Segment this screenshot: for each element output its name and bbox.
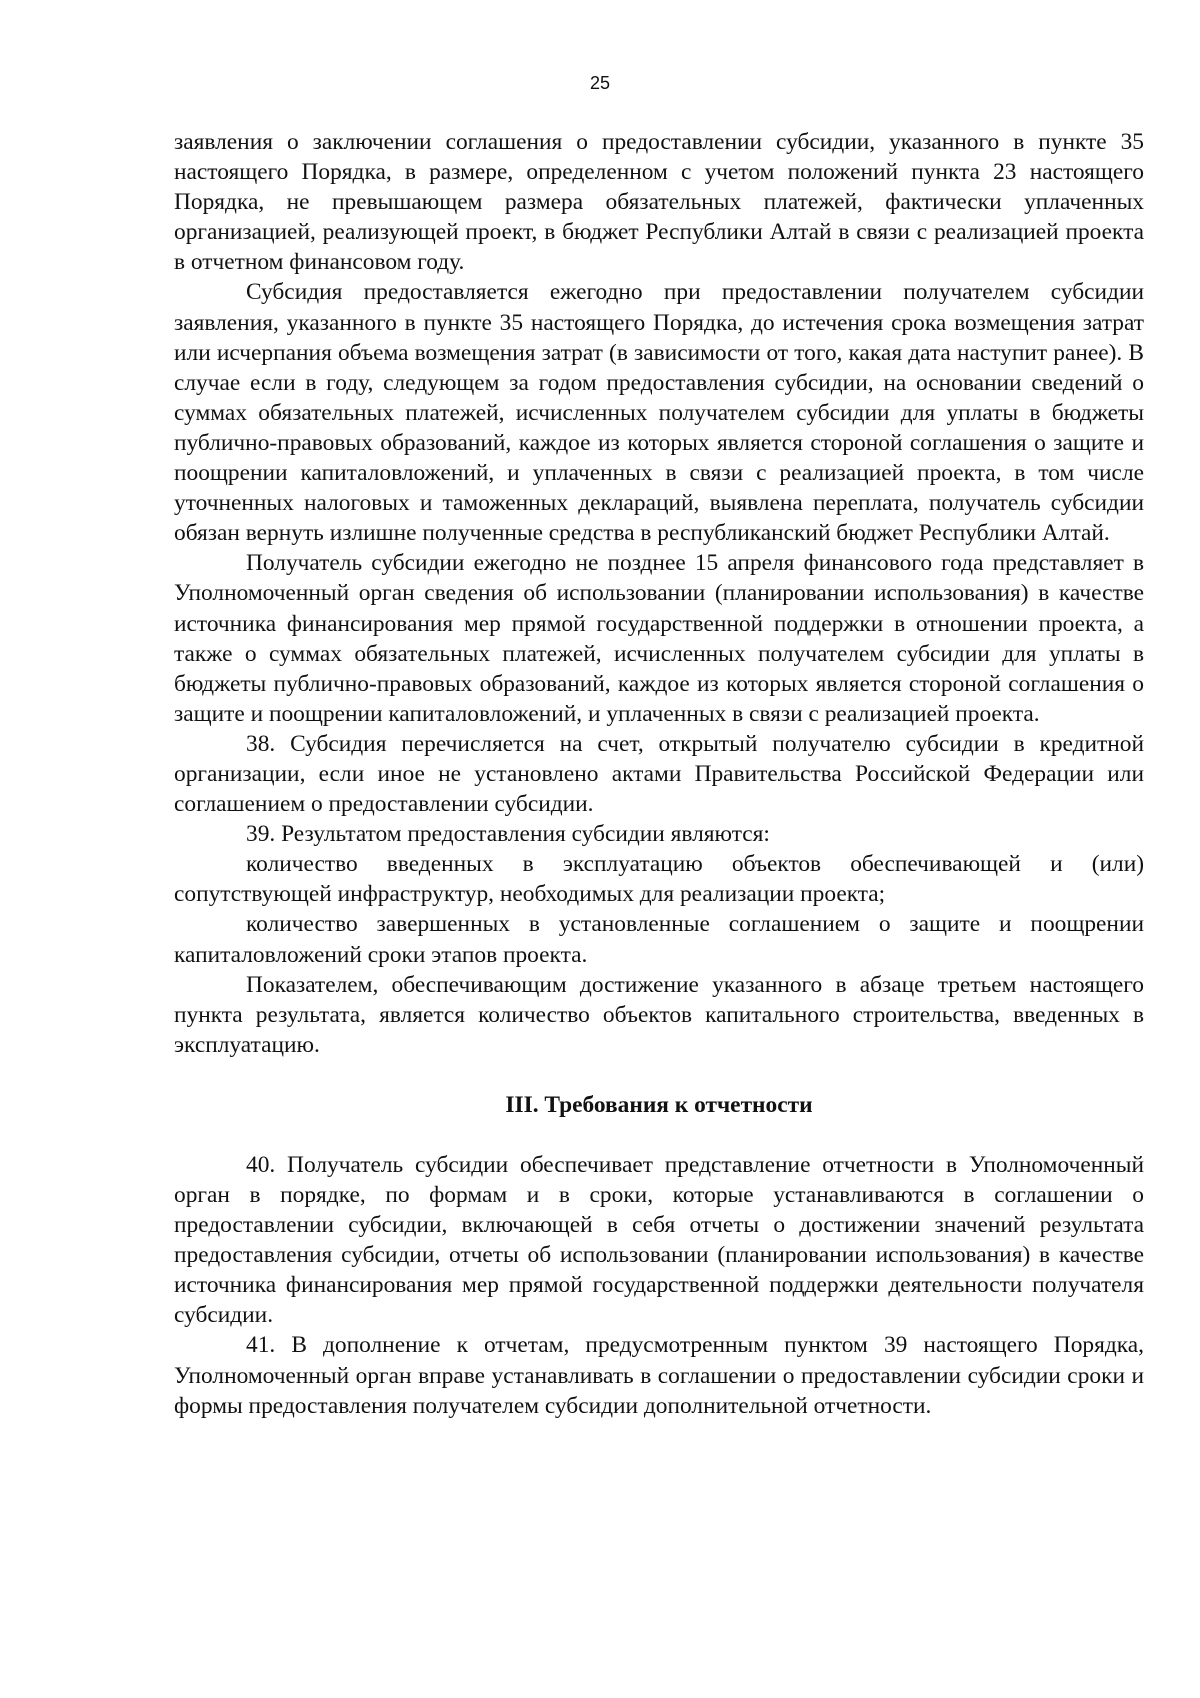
- paragraph-item-41: 41. В дополнение к отчетам, предусмотренным пунктом 39 настоящего Порядка, Уполномоченный орган вправе устанавливать в соглашении о предоставлении субсидии сроки и формы предоставления получателем субсидии дополнительной отчетности.: [174, 1332, 1144, 1419]
- paragraph-continuation: заявления о заключении соглашения о предоставлении субсидии, указанного в пункте 35 настоящего Порядка, в размере, определенном с учетом положений пункта 23 настоящего Порядка, не превышающем размера обязательных платежей, фактически уплаченных организацией, реализующей проект, в бюджет Республики Алтай в связи с реализацией проекта в отчетном финансовом году.: [174, 129, 1144, 276]
- paragraph-item-40: 40. Получатель субсидии обеспечивает представление отчетности в Уполномоченный орган в порядке, по формам и в сроки, которые устанавливаются в соглашении о предоставлении субсидии, включающей в себя отчеты о достижении значений результата предоставления субсидии, отчеты об использовании (планировании использования) в качестве источника финансирования мер прямой государственной поддержки деятельности получателя субсидии.: [174, 1151, 1144, 1329]
- paragraph-item-38: 38. Субсидия перечисляется на счет, открытый получателю субсидии в кредитной организации, если иное не установлено актами Правительства Российской Федерации или соглашением о предоставлении субсидии.: [174, 730, 1144, 818]
- paragraph-result-stages: количество завершенных в установленные соглашением о защите и поощрении капиталовложений сроки этапов проекта.: [174, 911, 1144, 968]
- paragraph-item-39: 39. Результатом предоставления субсидии являются:: [246, 821, 770, 848]
- paragraph-subsidy-annual: Субсидия предоставляется ежегодно при предоставлении получателем субсидии заявления, указанного в пункте 35 настоящего Порядка, до истечения срока возмещения затрат или исчерпания объема возмещения затрат (в зависимости от того, какая дата наступит ранее). В случае если в году, следующем за годом предоставления субсидии, на основании сведений о суммах обязательных платежей, исчисленных получателем субсидии для уплаты в бюджеты публично-правовых образований, каждое из которых является стороной соглашения о защите и поощрении капиталовложений, и уплаченных в связи с реализацией проекта, в том числе уточненных налоговых и таможенных деклараций, выявлена переплата, получатель субсидии обязан вернуть излишне полученные средства в республиканский бюджет Республики Алтай.: [174, 279, 1144, 547]
- paragraph-result-infrastructure: количество введенных в эксплуатацию объектов обеспечивающей и (или) сопутствующей инфраструктур, необходимых для реализации проекта;: [174, 851, 1144, 908]
- page-number: 25: [589, 73, 611, 93]
- paragraph-recipient-report: Получатель субсидии ежегодно не позднее 15 апреля финансового года представляет в Уполномоченный орган сведения об использовании (планировании использования) в качестве источника финансирования мер прямой государственной поддержки в отношении проекта, а также о суммах обязательных платежей, исчисленных получателем субсидии для уплаты в бюджеты публично-правовых образований, каждое из которых является стороной соглашения о защите и поощрении капиталовложений, и уплаченных в связи с реализацией проекта.: [174, 550, 1144, 727]
- section-heading: III. Требования к отчетности: [505, 1091, 813, 1118]
- paragraph-indicator: Показателем, обеспечивающим достижение указанного в абзаце третьем настоящего пункта результата, является количество объектов капитального строительства, введенных в эксплуатацию.: [174, 971, 1144, 1058]
- document-body: [174, 127, 1144, 1421]
